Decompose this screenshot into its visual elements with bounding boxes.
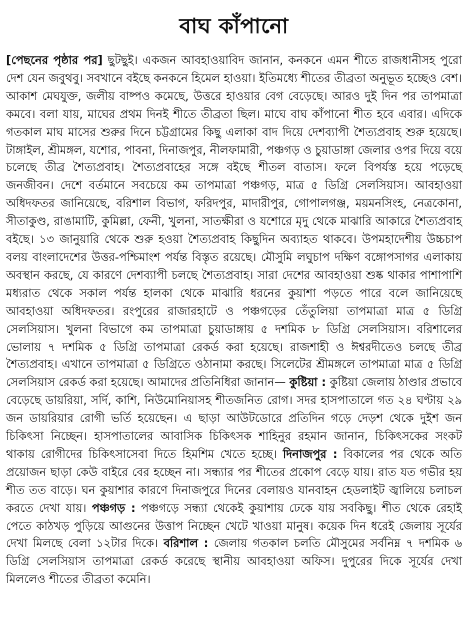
paragraph-panchagarh: পঞ্চগড়ে সন্ধ্যা থেকেই কুয়াশায় ঢেকে যায় সবকিছু। শীত থেকে রেহাই পেতে কাঠখড় পুড়িয়ে আগুনের উত্তাপ নিচ্ছেন খেটে খাওয়া মানুষ। কয়েক দিন ধরেই জেলায় সূর্যের দেখা মিলছে বেলা ১২টার দিকে। — [6, 500, 462, 551]
dateline-barishal: বরিশাল : — [163, 536, 209, 551]
paragraph-kushtia: কুষ্টিয়া জেলায় ঠাণ্ডার প্রভাবে বেড়েছে ডায়রিয়া, সর্দি, কাশি, নিউমোনিয়াসহ শীতজনিত রোগ। সদর হাসপাতালে গত ২৪ ঘণ্টায় ২৯ জন ডায়রিয়ার রোগী ভর্তি হয়েছেন। এ ছাড়া আউটডোরে প্রতিদিন গড়ে দেড়শ থেকে দুইশ জন চিকিৎসা নিচ্ছেন। হাসপাতালের আবাসিক চিকিৎসক শাহিনুর রহমান জানান, চিকিৎসকের সংকট থাকায় রোগীদের চিকিৎসাসেবা দিতে হিমশিম খেতে হচ্ছে। — [6, 375, 462, 461]
dateline-panchagarh: পঞ্চগড় : — [91, 500, 136, 515]
article-headline: বাঘ কাঁপানো — [179, 13, 289, 38]
dateline-kushtia: কুষ্টিয়া : — [289, 375, 327, 390]
paragraph-national-cold-wave: ছুটছুই। একজন আবহাওয়াবিদ জানান, কনকনে এমন শীতে রাজধানীসহ পুরো দেশ যেন জবুথবু। সবখানে বইছে কনকনে হিমেল হাওয়া। ইতিমধ্যে শীতের তীব্রতা অনুভূত হচ্ছেও বেশ। আকাশ মেঘযুক্ত, জলীয় বাষ্পও কমেছে, উত্তরে হাওয়ার বেগ বেড়েছে। আরও দুই দিন পর তাপমাত্রা কমবে। বলা যায়, মাঘের প্রথম দিনই শীতে তীব্রতা ছিল। মাঘে বাঘ কাঁপানো শীত হবে এবার। এদিকে গতকাল মাঘ মাসের শুরুর দিনে চট্টগ্রামের কিছু এলাকা বাদ দিয়ে দেশব্যাপী শৈত্যপ্রবাহ শুরু হয়েছে। টাঙ্গাইল, শ্রীমঙ্গল, যশোর, পাবনা, দিনাজপুর, নীলফামারী, পঞ্চগড় ও চুয়াডাঙ্গা জেলার ওপর দিয়ে বয়ে চলেছে তীব্র শৈত্যপ্রবাহ। শৈত্যপ্রবাহের সঙ্গে বইছে শীতল বাতাস। ফলে বিপর্যস্ত হয়ে পড়েছে জনজীবন। দেশে বর্তমানে সবচেয়ে কম তাপমাত্রা পঞ্চগড়, মাত্র ৫ ডিগ্রি সেলসিয়াস। আবহাওয়া অধিদফতর জানিয়েছে, বরিশাল বিভাগ, ফরিদপুর, মাদারীপুর, গোপালগঞ্জ, ময়মনসিংহ, নেত্রকোনা, সীতাকুণ্ড, রাঙামাটি, কুমিল্লা, ফেনী, খুলনা, সাতক্ষীরা ও যশোরে মৃদু থেকে মাঝারি আকারে শৈত্যপ্রবাহ বইছে। ১৩ জানুয়ারি থেকে শুরু হওয়া শৈত্যপ্রবাহ কিছুদিন অব্যাহত থাকবে। উপমহাদেশীয় উচ্চচাপ বলয় বাংলাদেশের উত্তর-পশ্চিমাংশ পর্যন্ত বিস্তৃত রয়েছে। মৌসুমি লঘুচাপ দক্ষিণ বঙ্গোপসাগর এলাকায় অবস্থান করছে, যে কারণে দেশব্যাপী চলছে শৈত্যপ্রবাহ। সারা দেশের আবহাওয়া শুষ্ক থাকার পাশাপাশি মধ্যরাত থেকে সকাল পর্যন্ত হালকা থেকে মাঝারি ধরনের কুয়াশা পড়তে পারে বলে জানিয়েছে আবহাওয়া অধিদফতর। রংপুরের রাজারহাটে ও পঞ্চগড়ের তেঁতুলিয়া তাপমাত্রা মাত্র ৫ ডিগ্রি সেলসিয়াস। খুলনা বিভাগে কম তাপমাত্রা চুয়াডাঙ্গায় ৫ দশমিক ৮ ডিগ্রি সেলসিয়াস। বরিশালের ভোলায় ৭ দশমিক ৫ ডিগ্রি তাপমাত্রা রেকর্ড করা হয়েছে। রাজশাহী ও ঈশ্বরদীতেও চলছে তীব্র শৈত্যপ্রবাহ। এখানে তাপমাত্রা ৫ ডিগ্রিতে ওঠানামা করছে। সিলেটের শ্রীমঙ্গলে তাপমাত্রা মাত্র ৫ ডিগ্রি সেলসিয়াস রেকর্ড করা হয়েছে। আমাদের প্রতিনিধিরা জানান— — [6, 53, 462, 390]
article-body — [6, 52, 462, 589]
continuation-lead-in: [পেছনের পৃষ্ঠার পর] — [6, 53, 103, 67]
paragraph-dinajpur: বিকালের পর থেকে অতি প্রয়োজন ছাড়া কেউ বাইরে বের হচ্ছেন না। সন্ধ্যার পর শীতের প্রকোপ বেড়ে যায়। রাত যত গভীর হয় শীত তত বাড়ে। ঘন কুয়াশার কারণে দিনাজপুরে দিনের বেলায়ও যানবাহন হেডলাইট জ্বালিয়ে চলাচল করতে দেখা যায়। — [6, 446, 462, 515]
paragraph-barishal: জেলায় গতকাল চলতি মৌসুমের সর্বনিম্ন ৭ দশমিক ৬ ডিগ্রি সেলসিয়াস তাপমাত্রা রেকর্ড করেছে স্থানীয় আবহাওয়া অফিস। দুপুরের দিকে সূর্যের দেখা মিললেও শীতের তীব্রতা কমেনি। — [6, 536, 463, 587]
dateline-dinajpur: দিনাজপুর : — [282, 446, 338, 461]
